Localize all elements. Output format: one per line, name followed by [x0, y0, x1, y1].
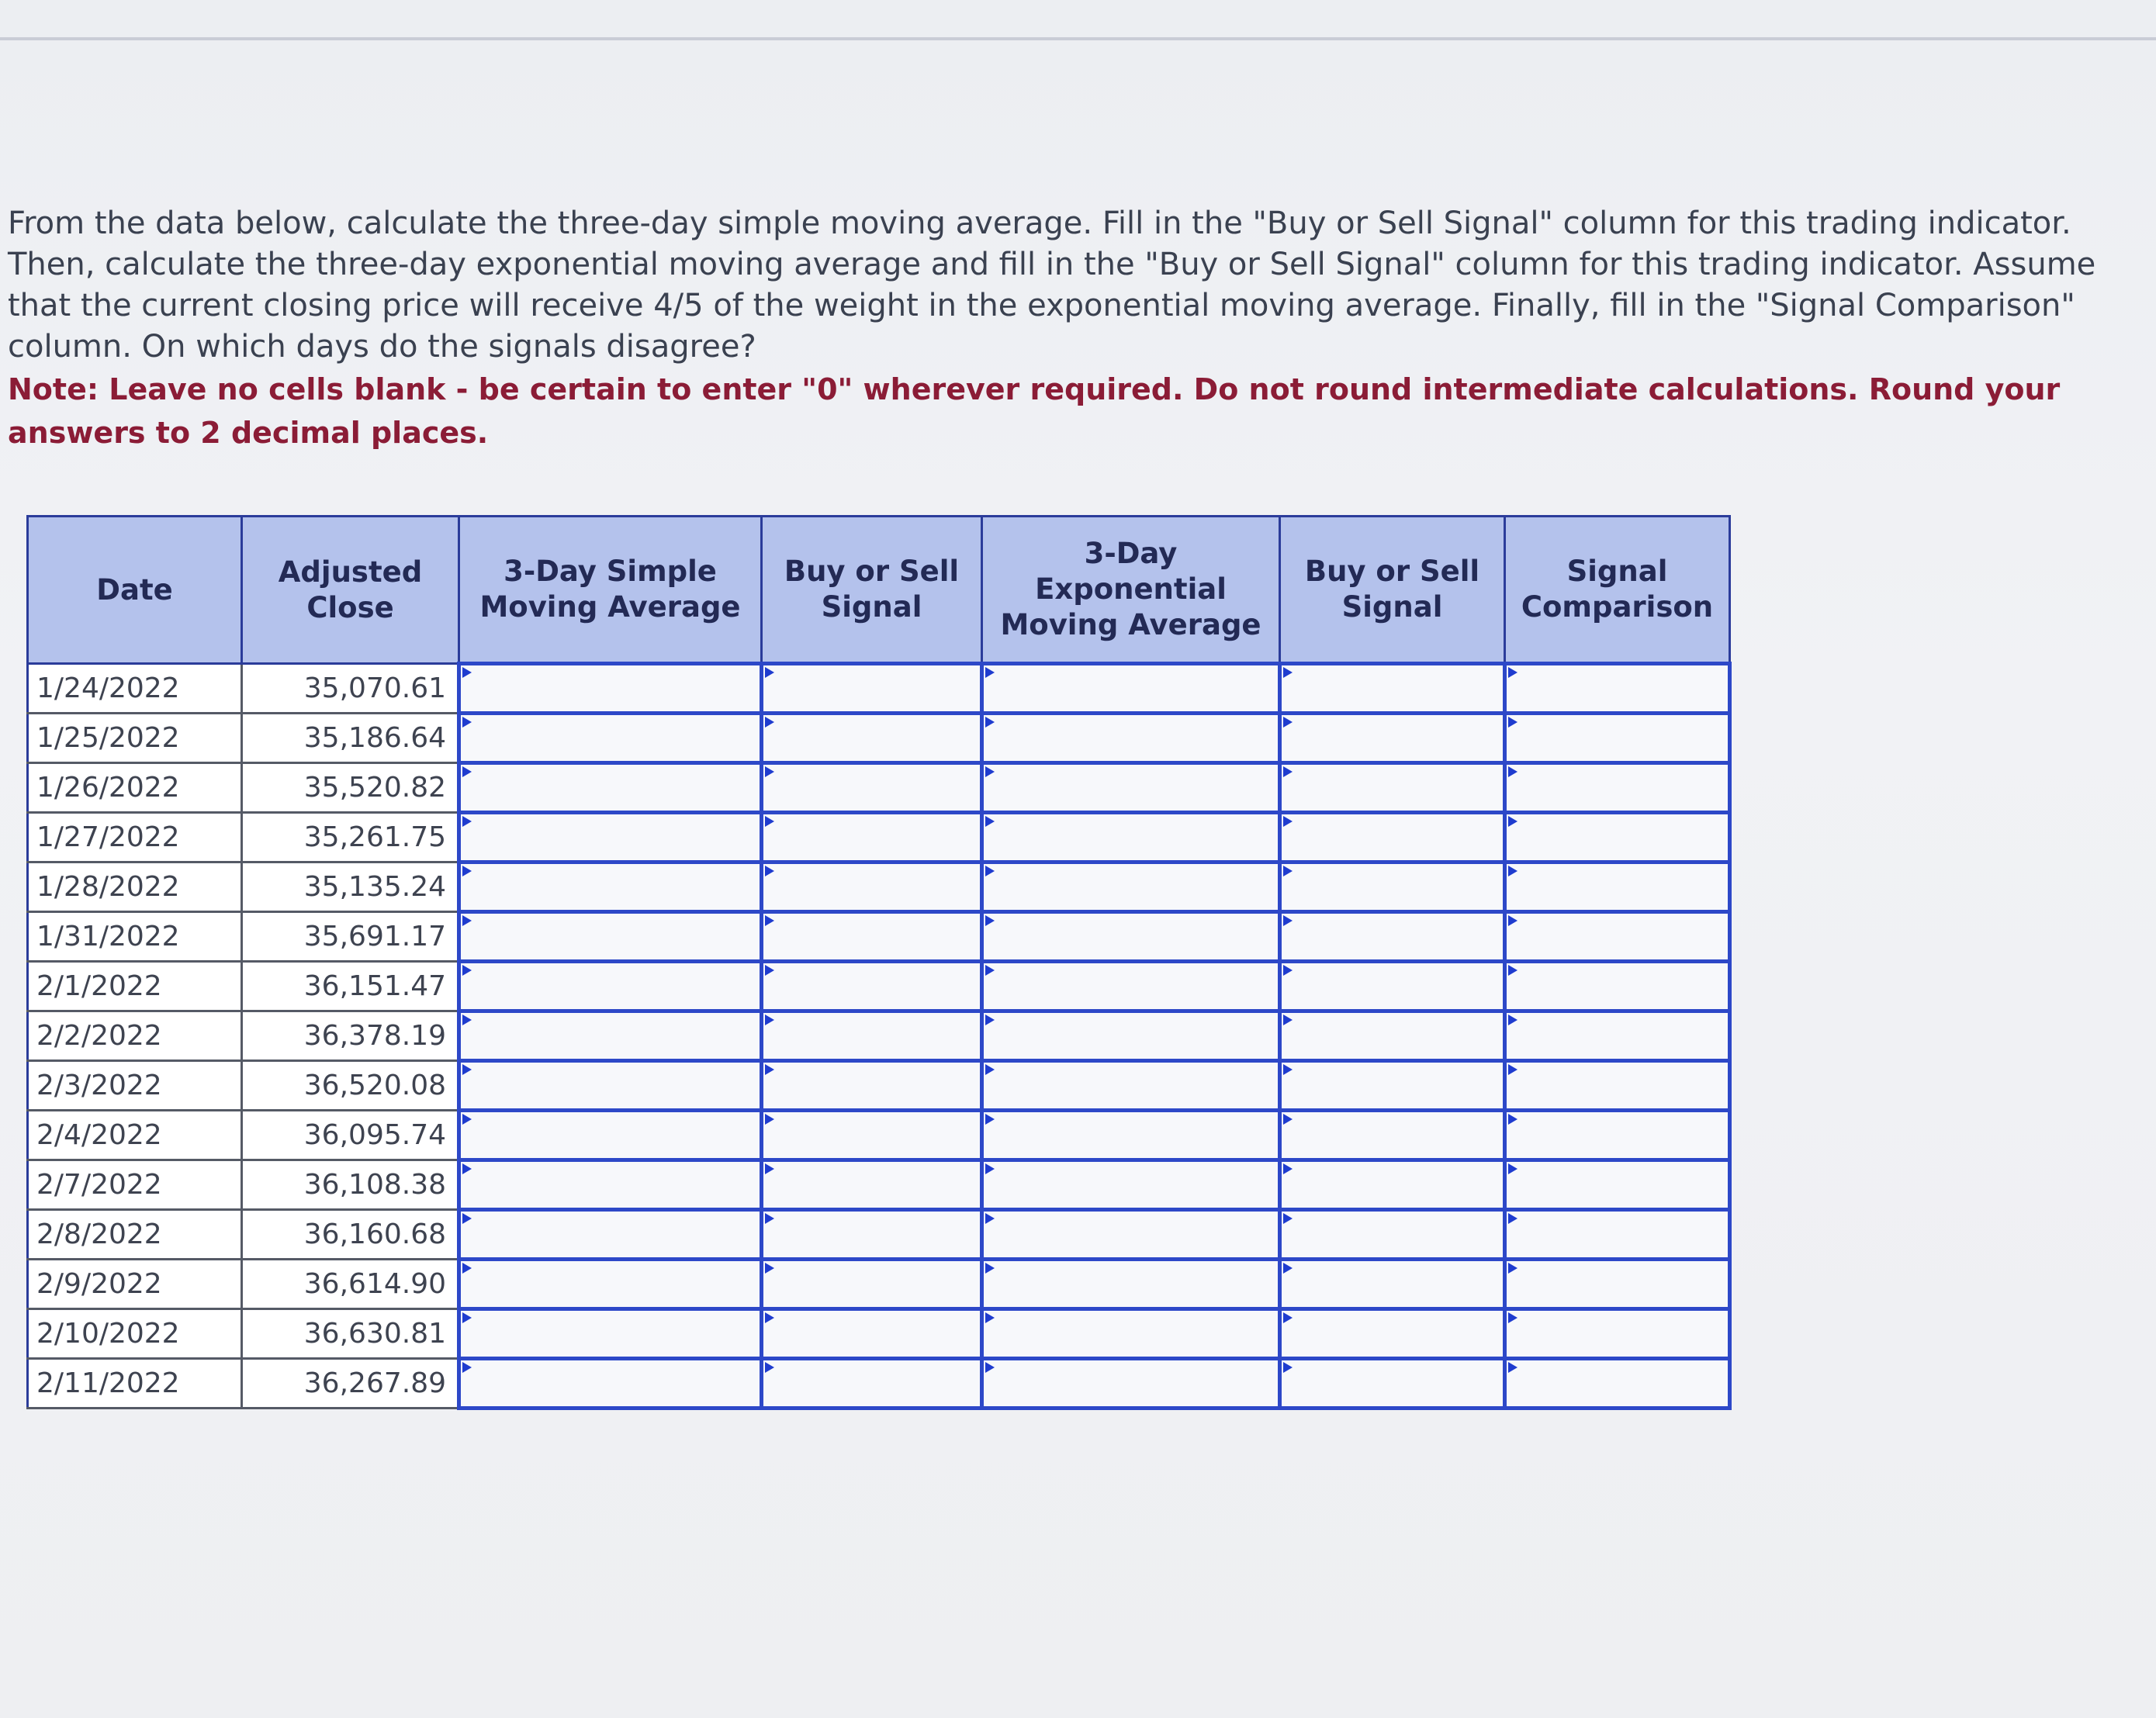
ema-input-cell: [982, 1309, 1280, 1359]
sma-input-cell: [459, 664, 762, 714]
sma-input[interactable]: [461, 1311, 760, 1357]
cell-marker-icon: [985, 915, 995, 926]
cell-marker-icon: [1508, 766, 1518, 777]
ema-signal-select-cell: [1280, 912, 1505, 962]
cell-marker-icon: [462, 717, 472, 728]
cell-marker-icon: [985, 1114, 995, 1125]
ema-signal-select-cell: [1280, 1160, 1505, 1210]
cell-marker-icon: [985, 816, 995, 827]
sma-input[interactable]: [461, 1013, 760, 1059]
data-table-container: [26, 515, 1732, 1410]
date-cell: 2/8/2022: [28, 1210, 242, 1260]
cell-marker-icon: [462, 1263, 472, 1274]
sma-input[interactable]: [461, 1261, 760, 1307]
cell-marker-icon: [462, 1163, 472, 1174]
cell-marker-icon: [462, 1362, 472, 1373]
ema-signal-select[interactable]: [1282, 864, 1503, 910]
sma-input-cell: [459, 714, 762, 763]
header-signal-comparison: Signal Comparison: [1505, 517, 1730, 664]
sma-input-cell: [459, 813, 762, 862]
sma-signal-select-cell: [762, 714, 982, 763]
sma-signal-select[interactable]: [763, 1311, 980, 1357]
cell-marker-icon: [1283, 1114, 1293, 1125]
cell-marker-icon: [765, 1064, 774, 1075]
sma-input[interactable]: [461, 1360, 760, 1406]
cell-marker-icon: [1508, 1114, 1518, 1125]
sma-signal-select-cell: [762, 862, 982, 912]
table-body: [28, 664, 1730, 1409]
cell-marker-icon: [462, 1312, 472, 1323]
adjusted-close-cell: 36,614.90: [242, 1260, 459, 1309]
signal-comparison-select[interactable]: [1507, 715, 1728, 761]
cell-marker-icon: [462, 965, 472, 976]
adjusted-close-cell: 36,520.08: [242, 1061, 459, 1111]
table-row: [28, 1111, 1730, 1160]
ema-signal-select[interactable]: [1282, 1162, 1503, 1208]
signal-comparison-select[interactable]: [1507, 765, 1728, 811]
sma-signal-select-cell: [762, 1111, 982, 1160]
ema-input-cell: [982, 1359, 1280, 1409]
signal-comparison-select[interactable]: [1507, 1212, 1728, 1257]
sma-signal-select[interactable]: [763, 765, 980, 811]
cell-marker-icon: [765, 717, 774, 728]
header-ema: 3-Day Exponential Moving Average: [982, 517, 1280, 664]
table-row: [28, 664, 1730, 714]
ema-signal-select[interactable]: [1282, 1311, 1503, 1357]
signal-comparison-select-cell: [1505, 1210, 1730, 1260]
cell-marker-icon: [1283, 1263, 1293, 1274]
ema-input-cell: [982, 664, 1280, 714]
ema-signal-select-cell: [1280, 1011, 1505, 1061]
adjusted-close-cell: 35,520.82: [242, 763, 459, 813]
sma-input[interactable]: [461, 715, 760, 761]
cell-marker-icon: [462, 816, 472, 827]
adjusted-close-cell: 36,151.47: [242, 962, 459, 1011]
ema-signal-select-cell: [1280, 763, 1505, 813]
ema-signal-select[interactable]: [1282, 665, 1503, 711]
ema-input[interactable]: [984, 864, 1278, 910]
date-cell: 1/24/2022: [28, 664, 242, 714]
table-row: [28, 1210, 1730, 1260]
cell-marker-icon: [1283, 1163, 1293, 1174]
adjusted-close-cell: 35,135.24: [242, 862, 459, 912]
cell-marker-icon: [1283, 915, 1293, 926]
cell-marker-icon: [462, 766, 472, 777]
sma-signal-select-cell: [762, 1011, 982, 1061]
table-row: [28, 862, 1730, 912]
table-row: [28, 1260, 1730, 1309]
cell-marker-icon: [462, 1015, 472, 1025]
signal-comparison-select[interactable]: [1507, 1261, 1728, 1307]
sma-input-cell: [459, 1111, 762, 1160]
cell-marker-icon: [1283, 1015, 1293, 1025]
ema-signal-select[interactable]: [1282, 1112, 1503, 1158]
sma-signal-select[interactable]: [763, 963, 980, 1009]
table-row: [28, 1309, 1730, 1359]
ema-input-cell: [982, 1160, 1280, 1210]
table-row: [28, 912, 1730, 962]
sma-signal-select-cell: [762, 1210, 982, 1260]
cell-marker-icon: [985, 866, 995, 876]
ema-signal-select[interactable]: [1282, 814, 1503, 860]
cell-marker-icon: [765, 1163, 774, 1174]
cell-marker-icon: [1508, 915, 1518, 926]
cell-marker-icon: [1508, 1312, 1518, 1323]
ema-input-cell: [982, 1260, 1280, 1309]
cell-marker-icon: [1283, 965, 1293, 976]
signal-comparison-select-cell: [1505, 1011, 1730, 1061]
ema-signal-select[interactable]: [1282, 1013, 1503, 1059]
sma-input[interactable]: [461, 963, 760, 1009]
signal-comparison-select[interactable]: [1507, 1063, 1728, 1108]
cell-marker-icon: [1283, 816, 1293, 827]
cell-marker-icon: [1283, 667, 1293, 678]
cell-marker-icon: [765, 1362, 774, 1373]
cell-marker-icon: [765, 1015, 774, 1025]
sma-input[interactable]: [461, 1212, 760, 1257]
ema-input[interactable]: [984, 1261, 1278, 1307]
cell-marker-icon: [1508, 1015, 1518, 1025]
cell-marker-icon: [985, 965, 995, 976]
signal-comparison-select[interactable]: [1507, 864, 1728, 910]
adjusted-close-cell: 35,691.17: [242, 912, 459, 962]
ema-signal-select-cell: [1280, 714, 1505, 763]
cell-marker-icon: [1508, 1263, 1518, 1274]
table-row: [28, 1359, 1730, 1409]
date-cell: 2/11/2022: [28, 1359, 242, 1409]
ema-input[interactable]: [984, 1212, 1278, 1257]
sma-input[interactable]: [461, 914, 760, 959]
ema-input[interactable]: [984, 765, 1278, 811]
cell-marker-icon: [985, 667, 995, 678]
ema-input[interactable]: [984, 1162, 1278, 1208]
ema-signal-select[interactable]: [1282, 963, 1503, 1009]
sma-input-cell: [459, 763, 762, 813]
sma-signal-select-cell: [762, 1260, 982, 1309]
adjusted-close-cell: 36,160.68: [242, 1210, 459, 1260]
signal-comparison-select-cell: [1505, 1260, 1730, 1309]
sma-input-cell: [459, 1160, 762, 1210]
ema-input-cell: [982, 763, 1280, 813]
table-row: [28, 1011, 1730, 1061]
sma-signal-select[interactable]: [763, 1013, 980, 1059]
table-row: [28, 1061, 1730, 1111]
sma-input[interactable]: [461, 665, 760, 711]
header-adjusted-close: Adjusted Close: [242, 517, 459, 664]
sma-signal-select[interactable]: [763, 1261, 980, 1307]
date-cell: 2/9/2022: [28, 1260, 242, 1309]
sma-signal-select[interactable]: [763, 864, 980, 910]
cell-marker-icon: [462, 866, 472, 876]
sma-input[interactable]: [461, 765, 760, 811]
signal-comparison-select[interactable]: [1507, 814, 1728, 860]
ema-signal-select-cell: [1280, 862, 1505, 912]
cell-marker-icon: [765, 816, 774, 827]
adjusted-close-cell: 36,378.19: [242, 1011, 459, 1061]
signal-comparison-select-cell: [1505, 962, 1730, 1011]
ema-input[interactable]: [984, 1112, 1278, 1158]
ema-input[interactable]: [984, 1311, 1278, 1357]
signal-comparison-select-cell: [1505, 813, 1730, 862]
cell-marker-icon: [1508, 866, 1518, 876]
cell-marker-icon: [985, 766, 995, 777]
adjusted-close-cell: 35,261.75: [242, 813, 459, 862]
ema-input-cell: [982, 1111, 1280, 1160]
ema-signal-select-cell: [1280, 1359, 1505, 1409]
signal-comparison-select[interactable]: [1507, 1360, 1728, 1406]
ema-signal-select[interactable]: [1282, 914, 1503, 959]
question-text: From the data below, calculate the three-day simple moving average. Fill in the "Buy or Sell Signal" column for this trading indicator. Then, calculate the three-day exponential moving average and fill in the "Buy or Sell Signal" column for this trading indicator. Assume that the current closing price will receive 4/5 of the weight in the exponential moving average. Finally, fill in the "Signal Comparison" column. On which days do the signals disagree?: [8, 206, 2096, 365]
table-row: [28, 962, 1730, 1011]
cell-marker-icon: [1283, 766, 1293, 777]
sma-signal-select[interactable]: [763, 1360, 980, 1406]
table-row: [28, 714, 1730, 763]
cell-marker-icon: [1508, 1362, 1518, 1373]
signal-comparison-select-cell: [1505, 1160, 1730, 1210]
sma-signal-select-cell: [762, 1309, 982, 1359]
cell-marker-icon: [462, 667, 472, 678]
sma-input-cell: [459, 912, 762, 962]
sma-signal-select[interactable]: [763, 1112, 980, 1158]
signal-comparison-select-cell: [1505, 1111, 1730, 1160]
ema-signal-select[interactable]: [1282, 1360, 1503, 1406]
cell-marker-icon: [1283, 717, 1293, 728]
sma-input[interactable]: [461, 814, 760, 860]
sma-input-cell: [459, 1011, 762, 1061]
ema-input-cell: [982, 912, 1280, 962]
sma-signal-select-cell: [762, 1359, 982, 1409]
sma-signal-select-cell: [762, 912, 982, 962]
adjusted-close-cell: 36,267.89: [242, 1359, 459, 1409]
sma-input-cell: [459, 862, 762, 912]
ema-input[interactable]: [984, 715, 1278, 761]
ema-input[interactable]: [984, 1013, 1278, 1059]
cell-marker-icon: [985, 717, 995, 728]
cell-marker-icon: [765, 667, 774, 678]
signal-comparison-select-cell: [1505, 862, 1730, 912]
sma-signal-select-cell: [762, 962, 982, 1011]
sma-input[interactable]: [461, 1063, 760, 1108]
ema-signal-select[interactable]: [1282, 1212, 1503, 1257]
ema-input-cell: [982, 1061, 1280, 1111]
sma-input-cell: [459, 1210, 762, 1260]
ema-signal-select-cell: [1280, 1260, 1505, 1309]
date-cell: 2/3/2022: [28, 1061, 242, 1111]
cell-marker-icon: [1508, 816, 1518, 827]
sma-input[interactable]: [461, 1162, 760, 1208]
cell-marker-icon: [1508, 667, 1518, 678]
cell-marker-icon: [985, 1312, 995, 1323]
sma-input-cell: [459, 1260, 762, 1309]
signal-comparison-select[interactable]: [1507, 1013, 1728, 1059]
sma-input[interactable]: [461, 864, 760, 910]
ema-signal-select-cell: [1280, 813, 1505, 862]
cell-marker-icon: [1508, 965, 1518, 976]
adjusted-close-cell: 35,186.64: [242, 714, 459, 763]
sma-input-cell: [459, 962, 762, 1011]
cell-marker-icon: [985, 1163, 995, 1174]
sma-signal-select[interactable]: [763, 914, 980, 959]
cell-marker-icon: [765, 866, 774, 876]
sma-signal-select[interactable]: [763, 1162, 980, 1208]
cell-marker-icon: [1283, 866, 1293, 876]
sma-signal-select[interactable]: [763, 814, 980, 860]
ema-input-cell: [982, 862, 1280, 912]
signal-comparison-select[interactable]: [1507, 963, 1728, 1009]
ema-signal-select-cell: [1280, 1210, 1505, 1260]
cell-marker-icon: [1508, 1213, 1518, 1224]
sma-input-cell: [459, 1359, 762, 1409]
cell-marker-icon: [765, 1213, 774, 1224]
signal-comparison-select-cell: [1505, 912, 1730, 962]
instruction-note: Note: Leave no cells blank - be certain to enter "0" wherever required. Do not round intermediate calculations. Round your answers to 2 decimal places.: [8, 372, 2061, 450]
cell-marker-icon: [1283, 1064, 1293, 1075]
cell-marker-icon: [985, 1263, 995, 1274]
sma-input-cell: [459, 1061, 762, 1111]
cell-marker-icon: [462, 1064, 472, 1075]
date-cell: 2/10/2022: [28, 1309, 242, 1359]
cell-marker-icon: [765, 1263, 774, 1274]
sma-signal-select[interactable]: [763, 665, 980, 711]
ema-signal-select-cell: [1280, 1309, 1505, 1359]
ema-input[interactable]: [984, 963, 1278, 1009]
date-cell: 2/2/2022: [28, 1011, 242, 1061]
cell-marker-icon: [462, 1114, 472, 1125]
sma-signal-select-cell: [762, 1160, 982, 1210]
sma-signal-select[interactable]: [763, 1063, 980, 1108]
cell-marker-icon: [765, 766, 774, 777]
top-divider: [0, 37, 2156, 40]
ema-signal-select[interactable]: [1282, 1261, 1503, 1307]
date-cell: 1/27/2022: [28, 813, 242, 862]
cell-marker-icon: [1508, 717, 1518, 728]
ema-signal-select-cell: [1280, 664, 1505, 714]
cell-marker-icon: [1508, 1064, 1518, 1075]
cell-marker-icon: [765, 965, 774, 976]
date-cell: 2/7/2022: [28, 1160, 242, 1210]
cell-marker-icon: [1508, 1163, 1518, 1174]
signal-comparison-select[interactable]: [1507, 1162, 1728, 1208]
adjusted-close-cell: 36,095.74: [242, 1111, 459, 1160]
cell-marker-icon: [1283, 1362, 1293, 1373]
signal-comparison-select[interactable]: [1507, 1112, 1728, 1158]
ema-signal-select-cell: [1280, 1061, 1505, 1111]
signal-comparison-select[interactable]: [1507, 665, 1728, 711]
sma-signal-select-cell: [762, 763, 982, 813]
signal-comparison-select-cell: [1505, 664, 1730, 714]
ema-input[interactable]: [984, 814, 1278, 860]
signal-comparison-select-cell: [1505, 1061, 1730, 1111]
sma-signal-select-cell: [762, 664, 982, 714]
ema-input[interactable]: [984, 914, 1278, 959]
signal-comparison-select-cell: [1505, 1359, 1730, 1409]
ema-input[interactable]: [984, 665, 1278, 711]
ema-signal-select[interactable]: [1282, 715, 1503, 761]
ema-signal-select[interactable]: [1282, 1063, 1503, 1108]
header-row: [28, 517, 1730, 664]
sma-input[interactable]: [461, 1112, 760, 1158]
sma-signal-select[interactable]: [763, 1212, 980, 1257]
cell-marker-icon: [1283, 1312, 1293, 1323]
adjusted-close-cell: 36,630.81: [242, 1309, 459, 1359]
sma-signal-select-cell: [762, 1061, 982, 1111]
date-cell: 1/26/2022: [28, 763, 242, 813]
sma-input-cell: [459, 1309, 762, 1359]
table-row: [28, 1160, 1730, 1210]
date-cell: 1/31/2022: [28, 912, 242, 962]
cell-marker-icon: [1283, 1213, 1293, 1224]
cell-marker-icon: [765, 1114, 774, 1125]
table-row: [28, 813, 1730, 862]
ema-signal-select-cell: [1280, 962, 1505, 1011]
ema-input-cell: [982, 714, 1280, 763]
sma-signal-select-cell: [762, 813, 982, 862]
cell-marker-icon: [985, 1064, 995, 1075]
adjusted-close-cell: 36,108.38: [242, 1160, 459, 1210]
adjusted-close-cell: 35,070.61: [242, 664, 459, 714]
header-date: Date: [28, 517, 242, 664]
ema-input[interactable]: [984, 1360, 1278, 1406]
ema-signal-select-cell: [1280, 1111, 1505, 1160]
signal-comparison-select[interactable]: [1507, 914, 1728, 959]
table-row: [28, 763, 1730, 813]
moving-average-table: [26, 515, 1732, 1410]
ema-input[interactable]: [984, 1063, 1278, 1108]
date-cell: 2/4/2022: [28, 1111, 242, 1160]
signal-comparison-select-cell: [1505, 1309, 1730, 1359]
signal-comparison-select-cell: [1505, 714, 1730, 763]
ema-input-cell: [982, 1011, 1280, 1061]
question-block: [8, 203, 2102, 455]
cell-marker-icon: [985, 1362, 995, 1373]
header-sma: 3-Day Simple Moving Average: [459, 517, 762, 664]
signal-comparison-select-cell: [1505, 763, 1730, 813]
ema-input-cell: [982, 962, 1280, 1011]
cell-marker-icon: [985, 1015, 995, 1025]
cell-marker-icon: [985, 1213, 995, 1224]
date-cell: 1/28/2022: [28, 862, 242, 912]
header-ema-signal: Buy or Sell Signal: [1280, 517, 1505, 664]
date-cell: 1/25/2022: [28, 714, 242, 763]
date-cell: 2/1/2022: [28, 962, 242, 1011]
cell-marker-icon: [765, 1312, 774, 1323]
ema-input-cell: [982, 813, 1280, 862]
cell-marker-icon: [462, 1213, 472, 1224]
header-sma-signal: Buy or Sell Signal: [762, 517, 982, 664]
ema-input-cell: [982, 1210, 1280, 1260]
sma-signal-select[interactable]: [763, 715, 980, 761]
cell-marker-icon: [462, 915, 472, 926]
ema-signal-select[interactable]: [1282, 765, 1503, 811]
signal-comparison-select[interactable]: [1507, 1311, 1728, 1357]
cell-marker-icon: [765, 915, 774, 926]
